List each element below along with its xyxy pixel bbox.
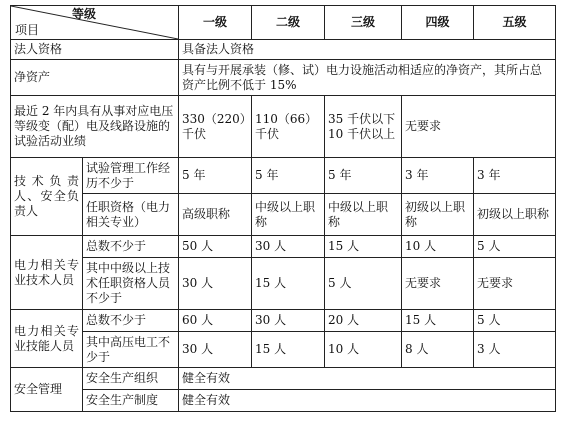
tech-staff-mid-3: 5 人 <box>325 258 402 310</box>
table-row <box>11 258 556 310</box>
safety-org-value: 健全有效 <box>179 368 556 390</box>
tech-lead-title-2: 中级以上职称 <box>252 194 325 236</box>
tech-staff-total-label: 总数不少于 <box>83 236 179 258</box>
skill-staff-hv-4: 8 人 <box>402 332 474 368</box>
tech-lead-title-label: 任职资格（电力相关专业） <box>83 194 179 236</box>
skill-staff-hv-2: 15 人 <box>252 332 325 368</box>
assets-label: 净资产 <box>11 60 179 96</box>
safety-system-value: 健全有效 <box>179 390 556 412</box>
level-2-header: 二级 <box>252 6 325 40</box>
performance-label: 最近 2 年内具有从事对应电压等级变（配）电及线路设施的试验活动业绩 <box>11 96 179 158</box>
skill-staff-total-1: 60 人 <box>179 310 252 332</box>
legal-value: 具备法人资格 <box>179 40 556 60</box>
table-row <box>11 368 556 390</box>
tech-staff-label: 电力相关专业技术人员 <box>11 236 83 310</box>
skill-staff-hv-5: 3 人 <box>474 332 556 368</box>
tech-lead-label: 技术负责人、安全负责人 <box>11 158 83 236</box>
skill-staff-total-4: 15 人 <box>402 310 474 332</box>
tech-lead-title-4: 初级以上职称 <box>402 194 474 236</box>
skill-staff-hv-label: 其中高压电工不少于 <box>83 332 179 368</box>
tech-staff-total-4: 10 人 <box>402 236 474 258</box>
tech-staff-mid-5: 无要求 <box>474 258 556 310</box>
table-row <box>11 310 556 332</box>
legal-label: 法人资格 <box>11 40 179 60</box>
assets-value: 具有与开展承装（修、试）电力设施活动相适应的净资产，其所占总资产比例不低于 15% <box>179 60 556 96</box>
tech-staff-mid-4: 无要求 <box>402 258 474 310</box>
tech-staff-total-2: 30 人 <box>252 236 325 258</box>
level-5-header: 五级 <box>474 6 556 40</box>
tech-staff-mid-label: 其中中级以上技术任职资格人员不少于 <box>83 258 179 310</box>
tech-staff-total-5: 5 人 <box>474 236 556 258</box>
table-row <box>11 236 556 258</box>
level-1-header: 一级 <box>179 6 252 40</box>
safety-org-label: 安全生产组织 <box>83 368 179 390</box>
skill-staff-hv-3: 10 人 <box>325 332 402 368</box>
table-row <box>11 40 556 60</box>
performance-value-4: 无要求 <box>402 96 556 158</box>
safety-label: 安全管理 <box>11 368 83 412</box>
tech-lead-experience-1: 5 年 <box>179 158 252 194</box>
safety-system-label: 安全生产制度 <box>83 390 179 412</box>
performance-value-1: 330（220）千伏 <box>179 96 252 158</box>
corner-header-cell <box>11 6 179 40</box>
level-3-header: 三级 <box>325 6 402 40</box>
tech-lead-experience-5: 3 年 <box>474 158 556 194</box>
tech-staff-total-1: 50 人 <box>179 236 252 258</box>
table-row <box>11 332 556 368</box>
performance-value-2: 110（66）千伏 <box>252 96 325 158</box>
performance-value-3: 35 千伏以下 10 千伏以上 <box>325 96 402 158</box>
skill-staff-total-2: 30 人 <box>252 310 325 332</box>
tech-lead-title-3: 中级以上职称 <box>325 194 402 236</box>
table-row <box>11 390 556 412</box>
qualification-table <box>10 5 556 412</box>
table-row <box>11 60 556 96</box>
corner-bottom-label: 项目 <box>15 23 40 37</box>
tech-lead-title-1: 高级职称 <box>179 194 252 236</box>
tech-lead-title-5: 初级以上职称 <box>474 194 556 236</box>
table-row <box>11 158 556 194</box>
skill-staff-label: 电力相关专业技能人员 <box>11 310 83 368</box>
tech-lead-experience-2: 5 年 <box>252 158 325 194</box>
skill-staff-total-5: 5 人 <box>474 310 556 332</box>
tech-lead-experience-3: 5 年 <box>325 158 402 194</box>
header-row <box>11 6 556 40</box>
table-row <box>11 96 556 158</box>
tech-staff-total-3: 15 人 <box>325 236 402 258</box>
tech-staff-mid-1: 30 人 <box>179 258 252 310</box>
skill-staff-total-label: 总数不少于 <box>83 310 179 332</box>
tech-lead-experience-4: 3 年 <box>402 158 474 194</box>
table-row <box>11 194 556 236</box>
corner-top-label: 等级 <box>71 7 96 21</box>
skill-staff-hv-1: 30 人 <box>179 332 252 368</box>
tech-staff-mid-2: 15 人 <box>252 258 325 310</box>
skill-staff-total-3: 20 人 <box>325 310 402 332</box>
tech-lead-experience-label: 试验管理工作经历不少于 <box>83 158 179 194</box>
level-4-header: 四级 <box>402 6 474 40</box>
